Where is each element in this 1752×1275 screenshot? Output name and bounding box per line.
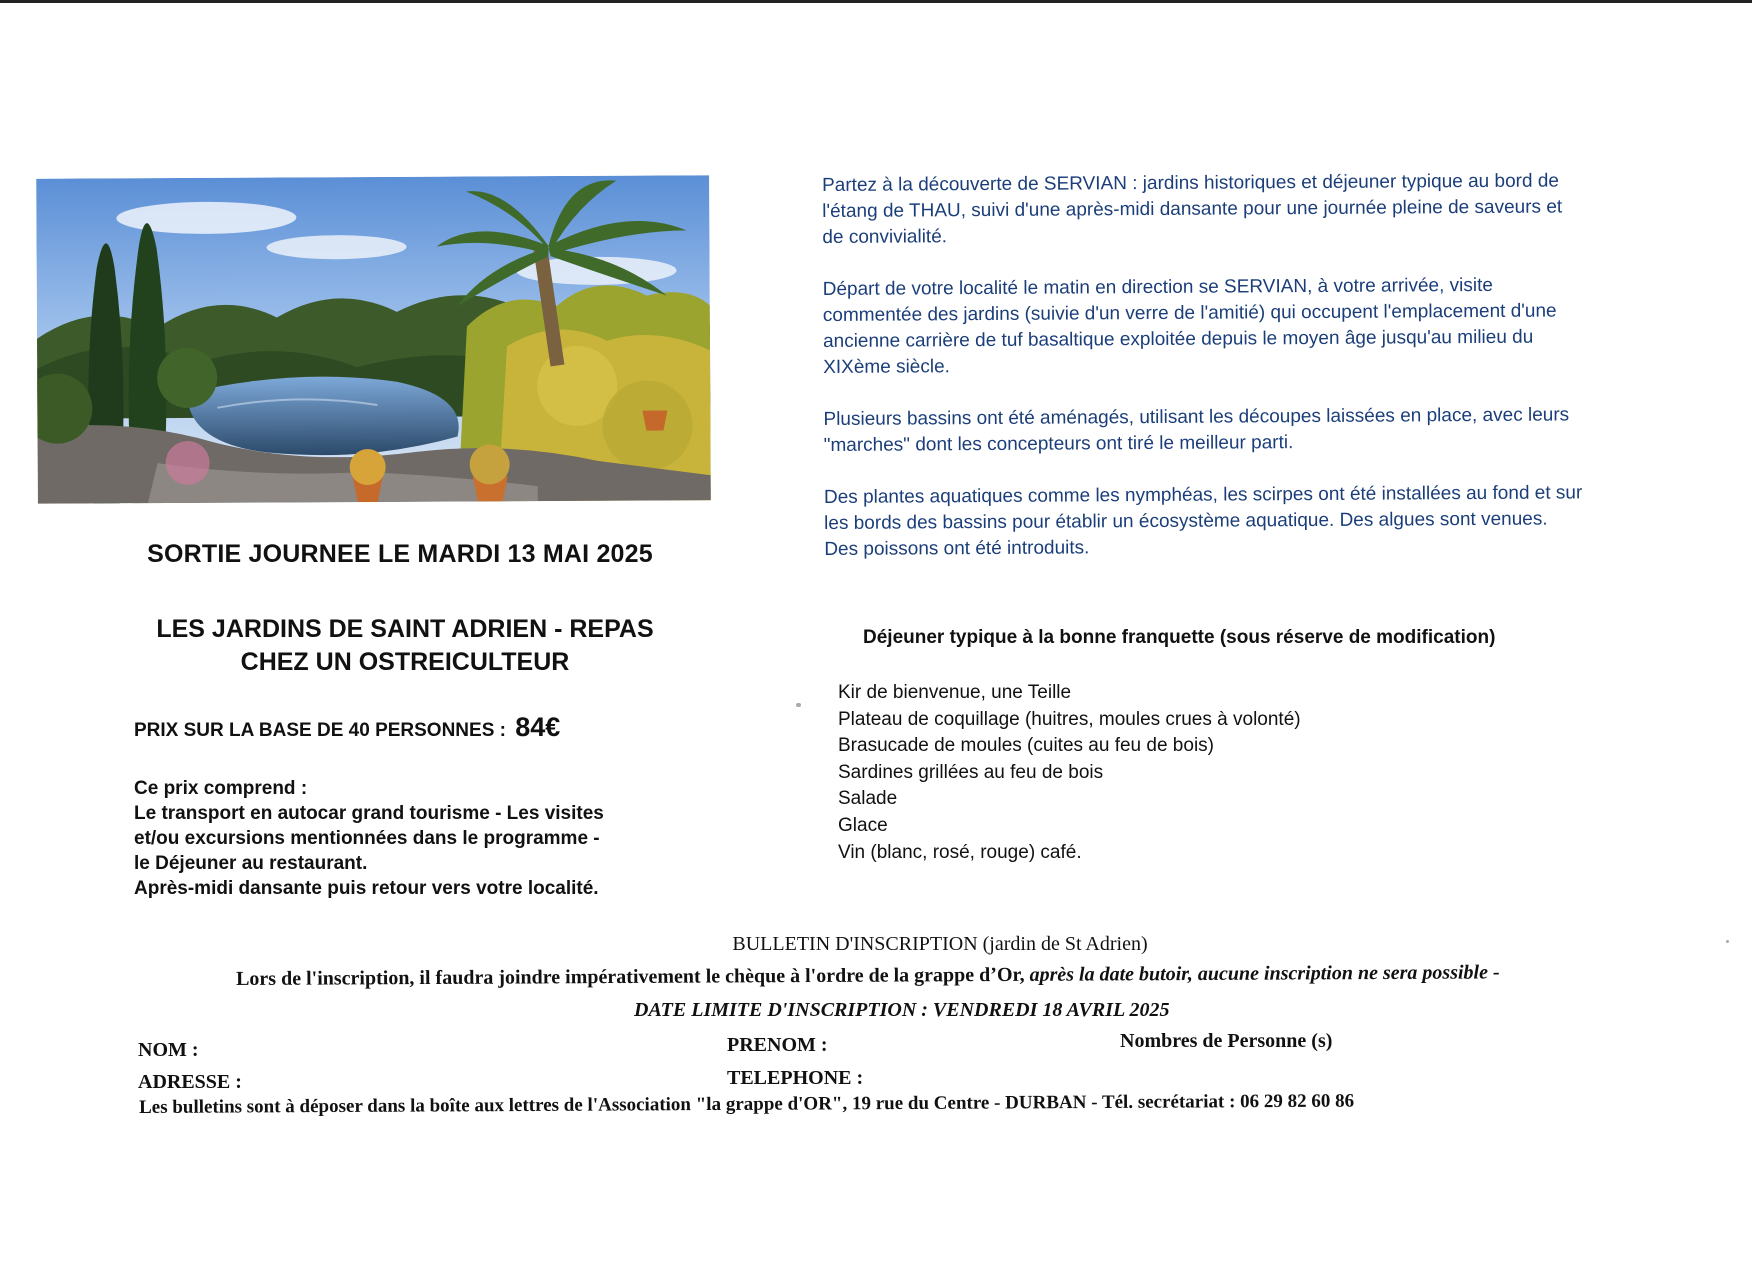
field-adresse: ADRESSE : <box>138 1071 242 1093</box>
subtitle-line-2: CHEZ UN OSTREICULTEUR <box>240 648 570 676</box>
bulletin-notice <box>236 961 1636 991</box>
menu-item: Glace <box>838 814 888 836</box>
scan-speck <box>1726 940 1729 943</box>
notice-main: Lors de l'inscription, il faudra joindre impérativement le chèque à l'ordre de la grappe d’Or, <box>236 963 1025 990</box>
notice-italic: après la date butoir, aucune inscription ne sera possible - <box>1029 961 1500 986</box>
menu-item: Plateau de coquillage (huitres, moules crues à volonté) <box>838 708 1301 730</box>
subtitle-line-1: LES JARDINS DE SAINT ADRIEN - REPAS <box>156 615 654 643</box>
includes-line: Après-midi dansante puis retour vers votre localité. <box>134 878 599 899</box>
bulletin-title: BULLETIN D'INSCRIPTION (jardin de St Adrien) <box>732 933 1148 955</box>
menu-item: Salade <box>838 788 898 810</box>
garden-photo <box>36 175 711 504</box>
price-line <box>134 712 560 743</box>
description-paragraph: Plusieurs bassins ont été aménagés, utilisant les découpes laissées en place, avec leurs "marches" dont les concepteurs ont tiré le meilleur parti. <box>823 404 1570 456</box>
field-prenom: PRENOM : <box>727 1034 828 1056</box>
menu-item: Brasucade de moules (cuites au feu de bois) <box>838 735 1214 757</box>
menu-item: Sardines grillées au feu de bois <box>838 761 1104 783</box>
menu-list <box>838 680 1301 866</box>
description-paragraph: Départ de votre localité le matin en direction se SERVIAN, à votre arrivée, visite commentée des jardins (suivie d'un verre de l'amitié) qui occupent l'emplacement d'une ancienne carrière de tuf basaltique exploitée depuis le moyen âge jusqu'au milieu du XIXème siècle. <box>822 274 1557 378</box>
menu-item: Vin (blanc, rosé, rouge) café. <box>838 841 1082 863</box>
menu-title: Déjeuner typique à la bonne franquette (sous réserve de modification) <box>863 627 1496 648</box>
bulletin-footer: Les bulletins sont à déposer dans la boîte aux lettres de l'Association "la grappe d'OR", 19 rue du Centre - DURBAN - Tél. secrétariat : 06 29 82 60 86 <box>139 1090 1355 1118</box>
includes-line: Le transport en autocar grand tourisme - Les visites <box>134 803 604 824</box>
menu-item: Kir de bienvenue, une Teille <box>838 682 1072 703</box>
includes-line: le Déjeuner au restaurant. <box>134 853 368 874</box>
includes-heading: Ce prix comprend : <box>134 778 308 799</box>
field-nom: NOM : <box>138 1039 199 1061</box>
description-paragraph: Des plantes aquatiques comme les nymphéas, les scirpes ont été installées au fond et sur les bords des bassins pour établir un écosystème aquatique. Des algues sont venues. Des poissons ont été introduits. <box>823 482 1583 560</box>
scan-edge-line <box>0 0 1752 3</box>
description-paragraph: Partez à la découverte de SERVIAN : jardins historiques et déjeuner typique au bord de l'étang de THAU, suivi d'une après-midi dansante pour une journée pleine de saveurs et de convivialité. <box>822 170 1563 248</box>
registration-deadline: DATE LIMITE D'INSCRIPTION : VENDREDI 18 AVRIL 2025 <box>634 999 1170 1021</box>
event-title: SORTIE JOURNEE LE MARDI 13 MAI 2025 <box>147 540 653 568</box>
field-nombres: Nombres de Personne (s) <box>1120 1030 1333 1052</box>
scan-speck <box>796 703 801 707</box>
price-includes <box>134 776 674 901</box>
event-subtitle <box>115 613 695 679</box>
includes-line: et/ou excursions mentionnées dans le programme - <box>134 828 600 849</box>
description <box>822 168 1585 589</box>
field-telephone: TELEPHONE : <box>727 1067 864 1089</box>
price-label: PRIX SUR LA BASE DE 40 PERSONNES : <box>134 720 506 741</box>
price-value: 84€ <box>515 712 561 742</box>
